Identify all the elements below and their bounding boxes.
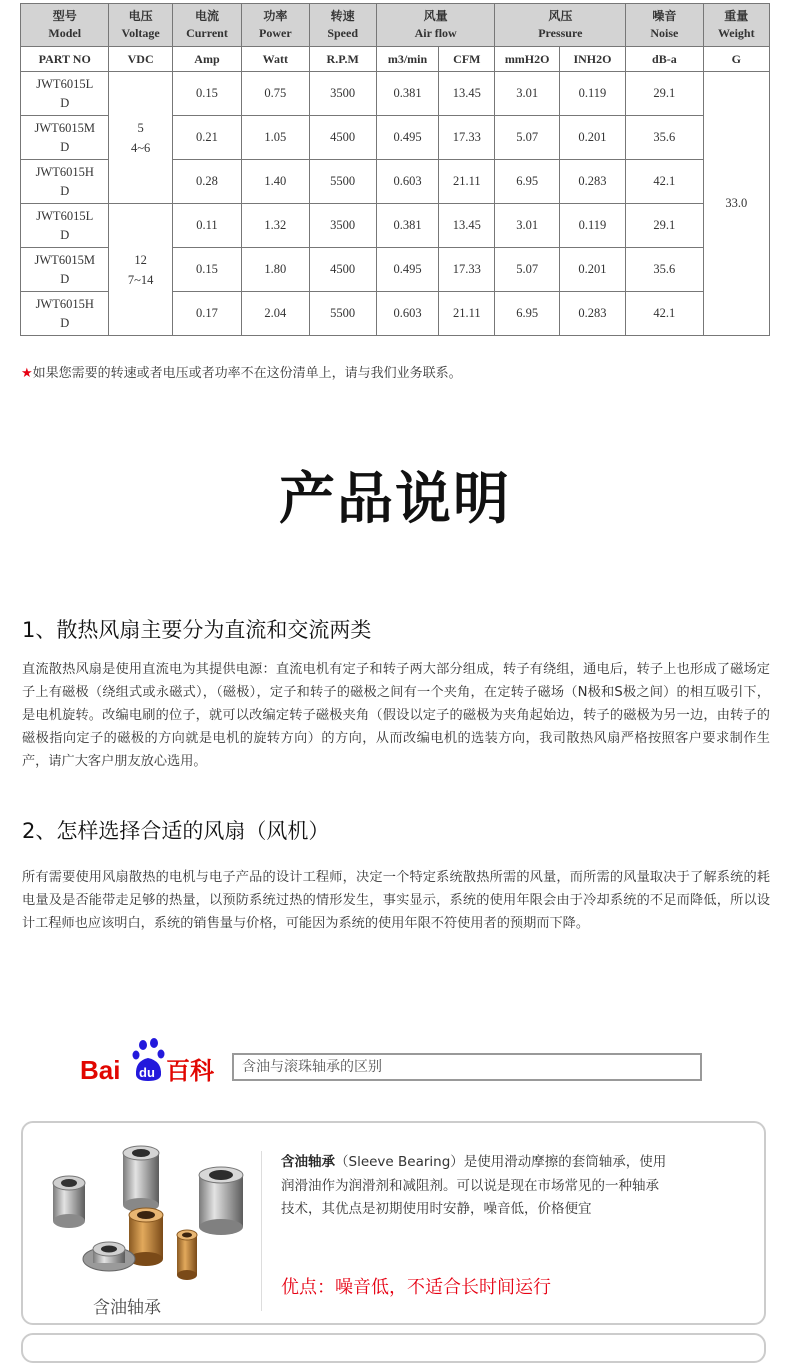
note-text: 如果您需要的转速或者电压或者功率不在这份清单上，请与我们业务联系。 — [32, 366, 462, 381]
cell-rpm: 5500 — [309, 292, 376, 336]
baidu-logo-left: Bai — [80, 1055, 121, 1085]
cell-amp: 0.15 — [172, 248, 241, 292]
cell-cfm: 17.33 — [439, 116, 495, 160]
cell-m3min: 0.495 — [376, 116, 438, 160]
cell-rpm: 3500 — [309, 204, 376, 248]
unit-g: G — [703, 47, 769, 72]
baidu-logo[interactable] — [80, 1035, 230, 1085]
bearing-name: 含油轴承 — [281, 1154, 335, 1170]
section-title-1: 1、散热风扇主要分为直流和交流两类 — [22, 618, 372, 642]
baidu-search-input[interactable]: 含油与滚珠轴承的区别 — [232, 1053, 702, 1081]
unit-dba: dB-a — [626, 47, 703, 72]
cell-mmh2o: 6.95 — [495, 292, 559, 336]
header-speed: 转速 Speed — [309, 4, 376, 47]
cell-m3min: 0.495 — [376, 248, 438, 292]
header-row — [21, 4, 770, 47]
baidu-logo-paw: du — [139, 1065, 155, 1080]
header-pressure: 风压 Pressure — [495, 4, 626, 47]
cell-watt: 1.40 — [242, 160, 309, 204]
cell-voltage: 12 7~14 — [109, 204, 172, 336]
cell-watt: 1.32 — [242, 204, 309, 248]
unit-part-no: PART NO — [21, 47, 109, 72]
cell-watt: 1.80 — [242, 248, 309, 292]
cell-model: JWT6015M D — [21, 116, 109, 160]
cell-cfm: 13.45 — [439, 204, 495, 248]
baidu-search-bar — [80, 1035, 730, 1090]
cell-rpm: 4500 — [309, 248, 376, 292]
cell-m3min: 0.381 — [376, 72, 438, 116]
cell-cfm: 17.33 — [439, 248, 495, 292]
header-noise: 噪音 Noise — [626, 4, 703, 47]
cell-model: JWT6015H D — [21, 292, 109, 336]
header-current: 电流 Current — [172, 4, 241, 47]
header-model: 型号 Model — [21, 4, 109, 47]
cell-mmh2o: 6.95 — [495, 160, 559, 204]
cell-model: JWT6015M D — [21, 248, 109, 292]
product-title: 产品说明 — [279, 467, 511, 532]
unit-vdc: VDC — [109, 47, 172, 72]
cell-model: JWT6015L D — [21, 204, 109, 248]
header-voltage: 电压 Voltage — [109, 4, 172, 47]
spec-table — [20, 3, 770, 336]
cell-rpm: 5500 — [309, 160, 376, 204]
bearing-caption: 含油轴承 — [93, 1298, 161, 1318]
cell-inh2o: 0.119 — [559, 204, 625, 248]
cell-model: JWT6015L D — [21, 72, 109, 116]
unit-amp: Amp — [172, 47, 241, 72]
header-power: 功率 Power — [242, 4, 309, 47]
unit-mmh2o: mmH2O — [495, 47, 559, 72]
spec-table-container — [20, 3, 770, 336]
cell-noise: 29.1 — [626, 72, 703, 116]
cell-amp: 0.15 — [172, 72, 241, 116]
cell-mmh2o: 5.07 — [495, 248, 559, 292]
cell-mmh2o: 5.07 — [495, 116, 559, 160]
cell-cfm: 21.11 — [439, 160, 495, 204]
cell-noise: 29.1 — [626, 204, 703, 248]
cell-cfm: 21.11 — [439, 292, 495, 336]
bearing-card — [21, 1121, 766, 1325]
bearing-desc-text: （Sleeve Bearing）是使用滑动摩擦的套筒轴承，使用润滑油作为润滑剂和减阻剂。可以说是现在市场常见的一种轴承技术，其优点是初期使用时安静，噪音低，价格便宜 — [281, 1154, 667, 1217]
cell-model: JWT6015H D — [21, 160, 109, 204]
cell-noise: 42.1 — [626, 160, 703, 204]
cell-inh2o: 0.119 — [559, 72, 625, 116]
section-title-2: 2、怎样选择合适的风扇（风机） — [22, 819, 330, 843]
cell-rpm: 3500 — [309, 72, 376, 116]
table-row — [21, 72, 770, 116]
cell-inh2o: 0.201 — [559, 248, 625, 292]
cell-weight: 33.0 — [703, 72, 769, 336]
units-row — [21, 47, 770, 72]
cell-watt: 0.75 — [242, 72, 309, 116]
cell-m3min: 0.381 — [376, 204, 438, 248]
unit-inh2o: INH2O — [559, 47, 625, 72]
cell-noise: 42.1 — [626, 292, 703, 336]
cell-amp: 0.17 — [172, 292, 241, 336]
cell-watt: 1.05 — [242, 116, 309, 160]
cell-amp: 0.28 — [172, 160, 241, 204]
next-bearing-card — [21, 1333, 766, 1363]
cell-mmh2o: 3.01 — [495, 72, 559, 116]
header-weight: 重量 Weight — [703, 4, 769, 47]
cell-voltage: 5 4~6 — [109, 72, 172, 204]
cell-noise: 35.6 — [626, 116, 703, 160]
cell-noise: 35.6 — [626, 248, 703, 292]
sleeve-bearing-image — [39, 1139, 269, 1299]
table-row — [21, 204, 770, 248]
unit-cfm: CFM — [439, 47, 495, 72]
cell-amp: 0.21 — [172, 116, 241, 160]
section-text-2: 所有需要使用风扇散热的电机与电子产品的设计工程师，决定一个特定系统散热所需的风量，而所需的风量取决于了解系统的耗电量及是否能带走足够的热量，以预防系统过热的情形发生，事实显示，系统的使用年限会由于冷却系统的不足而降低，所以设计工程师也应该明白，系统的销售量与价格，可能因为系统的使用年限不符使用者的预期而下降。 — [22, 870, 770, 931]
contact-note — [21, 362, 462, 381]
divider — [261, 1151, 262, 1311]
cell-m3min: 0.603 — [376, 160, 438, 204]
cell-cfm: 13.45 — [439, 72, 495, 116]
cell-inh2o: 0.201 — [559, 116, 625, 160]
cell-watt: 2.04 — [242, 292, 309, 336]
star-icon: ★ — [21, 366, 33, 381]
header-airflow: 风量 Air flow — [376, 4, 495, 47]
cell-amp: 0.11 — [172, 204, 241, 248]
cell-inh2o: 0.283 — [559, 292, 625, 336]
cell-inh2o: 0.283 — [559, 160, 625, 204]
section-text-1: 直流散热风扇是使用直流电为其提供电源：直流电机有定子和转子两大部分组成，转子有绕组，通电后，转子上也形成了磁场定子上有磁极（绕组式或永磁式），（磁极），定子和转子的磁极之间有一个夹角，在定转子磁场（N极和S极之间）的相互吸引下，是电机旋转。改编电刷的位子，就可以改编定转子磁极夹角（假设以定子的磁极为夹角起始边，转子的磁极为另一边，由转子的磁极指向定子的磁极的方向就是电机的旋转方向）的方向，从而改编电机的选装方向，我司散热风扇严格按照客户要求制作生产，请广大客户朋友放心选用。 — [22, 662, 770, 769]
cell-rpm: 4500 — [309, 116, 376, 160]
bearing-description — [281, 1151, 671, 1222]
cell-mmh2o: 3.01 — [495, 204, 559, 248]
unit-rpm: R.P.M — [309, 47, 376, 72]
unit-m3min: m3/min — [376, 47, 438, 72]
cell-m3min: 0.603 — [376, 292, 438, 336]
baidu-logo-right: 百科 — [166, 1057, 214, 1085]
bearing-advantage: 优点：噪音低，不适合长时间运行 — [281, 1277, 551, 1298]
unit-watt: Watt — [242, 47, 309, 72]
